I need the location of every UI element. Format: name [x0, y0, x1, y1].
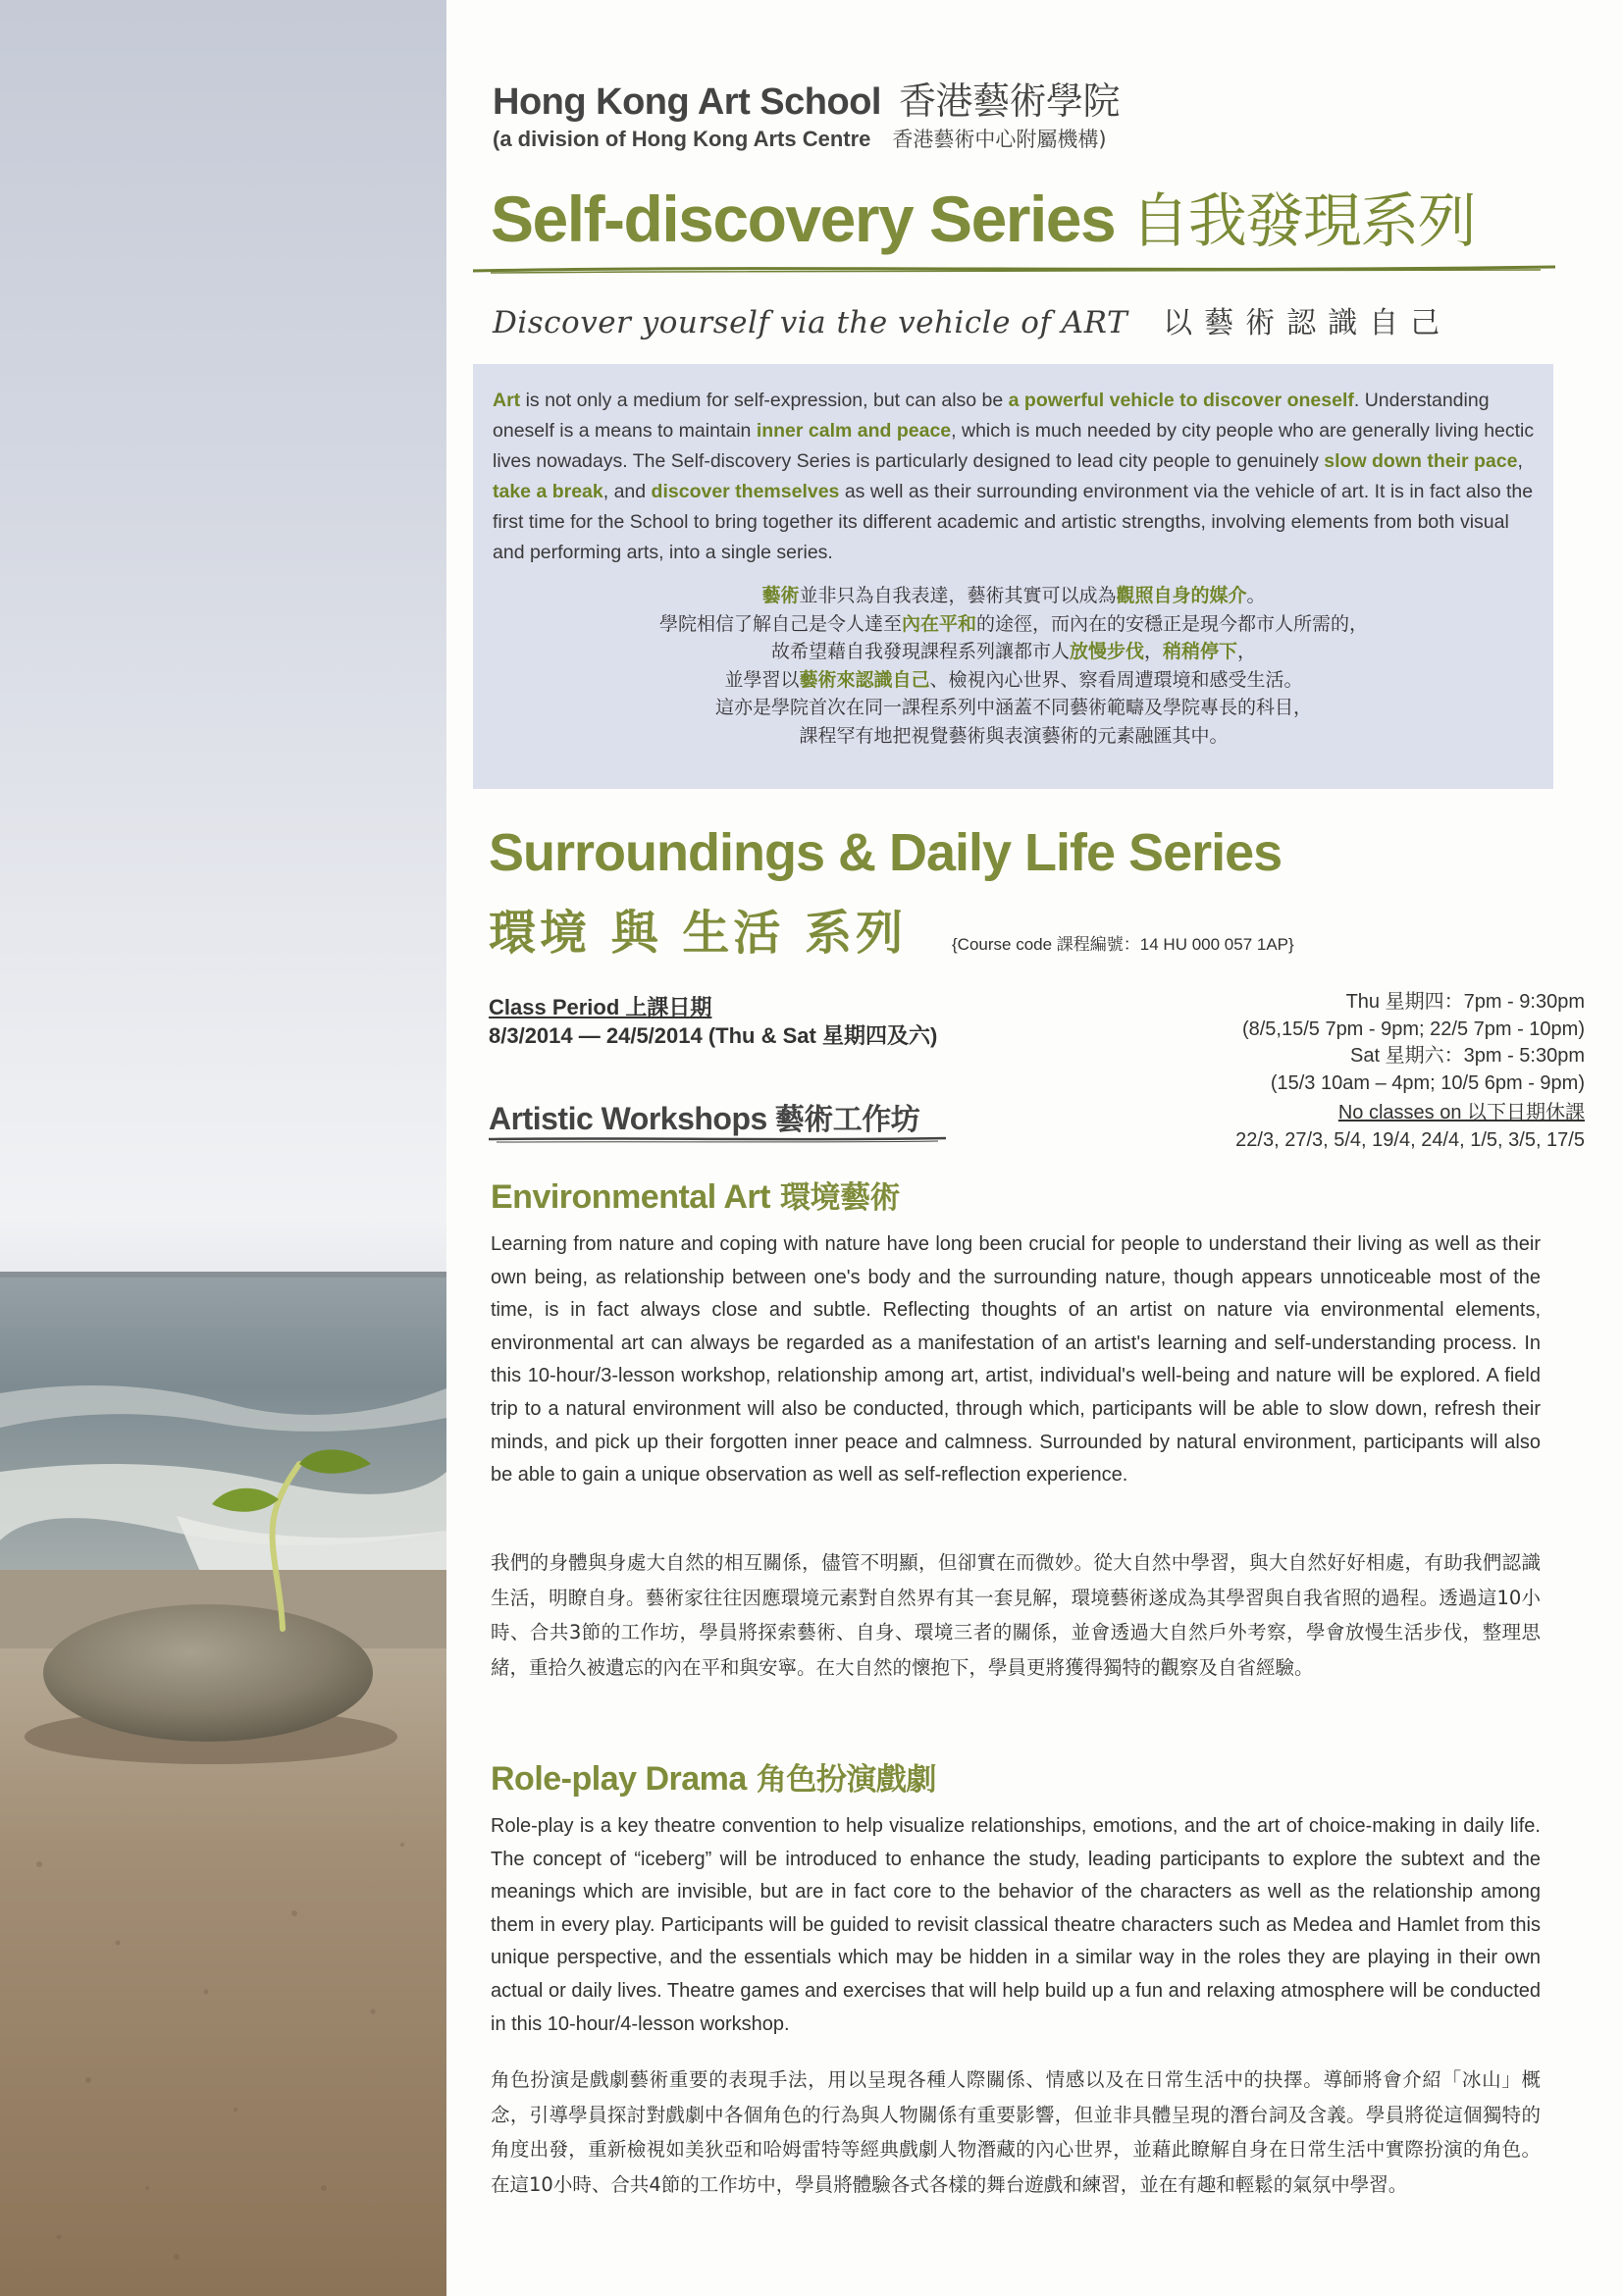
- intro-highlight: slow down their pace: [1324, 450, 1518, 472]
- intro-highlight: inner calm and peace: [756, 420, 952, 442]
- tagline-en: Discover yourself via the vehicle of ART: [493, 305, 1128, 340]
- division-note-zh: 香港藝術中心附屬機構): [892, 128, 1107, 151]
- role-play-drama-body-en: Role-play is a key theatre convention to help visualize relationships, emotions, and the art of choice-making in daily life. The concept of “iceberg” will be introduced to enhance the study, leading participants to explore the subtext and the meanings which are invisible, but are in fact core to the behavior of the characters as well as the relationship among them in every play. Participants will be guided to revisit classical theatre characters such as Medea and Hamlet from this unique perspective, and the essentials which may be hidden in a similar way in the roles they are playing in their own actual or daily lives. Theatre games and exercises that will help build up a fun and relaxing atmosphere will be conducted in this 10-hour/4-lesson workshop.: [491, 1815, 1541, 2035]
- intro-highlight: 放慢步伐: [1069, 641, 1144, 662]
- no-classes-dates: 22/3, 27/3, 5/4, 19/4, 24/4, 1/5, 3/5, 17/5: [1235, 1128, 1585, 1151]
- no-classes-label: No classes on 以下日期休課: [1337, 1102, 1585, 1123]
- class-period-label: Class Period 上課日期: [489, 995, 712, 1019]
- intro-text: 的途徑，而內在的安穩正是現今都市人所需的，: [976, 612, 1369, 635]
- series-title: [491, 175, 1475, 259]
- series-title-en: Self-discovery Series: [491, 183, 1116, 255]
- intro-text: 並非只為自我表達，藝術其實可以成為: [799, 585, 1117, 606]
- intro-text: ，: [1143, 641, 1163, 662]
- intro-highlight: take a break: [493, 481, 603, 502]
- intro-text: 課程罕有地把視覺藝術與表演藝術的元素融匯其中。: [799, 724, 1229, 747]
- schedule-line: Sat 星期六：3pm - 5:30pm: [1350, 1045, 1585, 1067]
- school-name: [493, 71, 1120, 125]
- division-note: [493, 124, 1107, 153]
- intro-text: 學院相信了解自己是令人達至: [658, 612, 902, 635]
- intro-text: 這亦是學院首次在同一課程系列中涵蓋不同藝術範疇及學院專長的科目，: [714, 697, 1312, 718]
- division-note-en: (a division of Hong Kong Arts Centre: [493, 127, 871, 151]
- schedule-block: [1235, 989, 1585, 1154]
- intro-highlight: 內在平和: [901, 612, 976, 635]
- intro-text: 並學習以: [724, 668, 800, 691]
- course-code: {Course code 課程編號：14 HU 000 057 1AP}: [952, 935, 1294, 954]
- class-period-dates: 8/3/2014 — 24/5/2014 (Thu & Sat 星期四及六): [489, 1023, 938, 1048]
- intro-highlight: 藝術來認識自己: [799, 668, 930, 691]
- course-title-en: Surroundings & Daily Life Series: [489, 823, 1283, 882]
- schedule-line: (8/5,15/5 7pm - 9pm; 22/5 7pm - 10pm): [1241, 1018, 1585, 1040]
- role-play-drama-heading-zh: 角色扮演戲劇: [756, 1762, 936, 1798]
- intro-text: , which is much needed by city people who are generally living hectic lives nowadays. The Self-discovery Series is particularly designed to lead city people to genuinely: [493, 420, 1535, 472]
- school-name-zh: 香港藝術學院: [898, 79, 1120, 123]
- intro-text: ,: [1517, 450, 1523, 472]
- seedling-beach-photo: [0, 0, 446, 2296]
- intro-highlight: 稍稍停下: [1163, 641, 1238, 662]
- environmental-art-body-en: Learning from nature and coping with nature have long been crucial for people to understand their living as well as their own being, as relationship between one's body and the surrounding nature, though appears unnoticeable most of the time, is in fact always close and subtle. Reflecting thoughts of an artist on nature via environmental elements, environmental art can always be regarded as a manifestation of an artist's learning and self-understanding process. In this 10-hour/3-lesson workshop, relationship among art, artist, individual's well-being and nature will be explored. A field trip to a natural environment will also be conducted, through which, participants will be able to slow down, refresh their minds, and pick up their forgotten inner peace and calmness. Surrounded by natural environment, participants will also be able to gain a unique observation as well as self-reflection experience.: [491, 1233, 1541, 1487]
- role-play-drama-body-zh: 角色扮演是戲劇藝術重要的表現手法，用以呈現各種人際關係、情感以及在日常生活中的抉擇。導師將會介紹「冰山」概念，引導學員探討對戲劇中各個角色的行為與人物關係有重要影響，但並非具體呈現的潛台詞及含義。學員將從這個獨特的角度出發，重新檢視如美狄亞和哈姆雷特等經典戲劇人物潛藏的內心世界，並藉此瞭解自身在日常生活中實際扮演的角色。在這10小時、合共4節的工作坊中，學員將體驗各式各樣的舞台遊戲和練習，並在有趣和輕鬆的氣氛中學習。: [491, 2068, 1541, 2196]
- series-title-zh: 自我發現系列: [1130, 187, 1476, 256]
- role-play-drama-heading-en: Role-play Drama: [491, 1760, 747, 1798]
- environmental-art-heading-zh: 環境藝術: [779, 1180, 900, 1216]
- schedule-line: (15/3 10am – 4pm; 10/5 6pm - 9pm): [1270, 1071, 1585, 1094]
- environmental-art-heading-en: Environmental Art: [491, 1178, 770, 1216]
- intro-text: 、檢視內心世界、察看周遭環境和感受生活。: [929, 668, 1303, 691]
- intro-highlight: a powerful vehicle to discover oneself: [1008, 390, 1354, 411]
- role-play-drama-heading: [491, 1754, 936, 1799]
- intro-text: as well as their surrounding environment via the vehicle of art. It is in fact also the first time for the School to bring together its different academic and artistic strengths, involving elements from both visual and performing arts, into a single series.: [493, 481, 1534, 563]
- environmental-art-body-zh: 我們的身體與身處大自然的相互關係，儘管不明顯，但卻實在而微妙。從大自然中學習，與大自然好好相處，有助我們認識生活，明瞭自身。藝術家往往因應環境元素對自然界有其一套見解，環境藝術遂成為其學習與自我省照的過程。透過這10小時、合共3節的工作坊，學員將探索藝術、自身、環境三者的關係，並會透過大自然戶外考察，學會放慢生活步伐，整理思緒，重拾久被遺忘的內在平和與安寧。在大自然的懷抱下，學員更將獲得獨特的觀察及自省經驗。: [491, 1551, 1541, 1679]
- course-title-zh: 環境 與 生活 系列: [489, 906, 908, 961]
- intro-paragraph-zh: [493, 582, 1535, 750]
- intro-box: [473, 364, 1553, 789]
- school-name-en: Hong Kong Art School: [493, 81, 881, 123]
- intro-highlight: 藝術: [761, 585, 800, 606]
- intro-text: ，: [1237, 641, 1257, 662]
- tagline-zh: 以藝術認識自己: [1163, 306, 1452, 340]
- intro-text: . Understanding oneself is a means to maintain: [493, 390, 1490, 442]
- intro-text: 故希望藉自我發現課程系列讓都市人: [770, 641, 1070, 662]
- intro-highlight: 觀照自身的媒介: [1116, 585, 1247, 606]
- schedule-line: Thu 星期四：7pm - 9:30pm: [1345, 991, 1585, 1013]
- intro-text: is not only a medium for self-expression, but can also be: [520, 390, 1009, 411]
- workshops-underline: [487, 1135, 948, 1145]
- intro-paragraph-en: [493, 386, 1535, 568]
- artistic-workshops-heading: [489, 1095, 919, 1138]
- intro-highlight: discover themselves: [651, 481, 840, 502]
- intro-text: , and: [602, 481, 652, 502]
- intro-text: 。: [1246, 585, 1266, 606]
- artistic-workshops-heading-zh: 藝術工作坊: [774, 1103, 920, 1137]
- tagline: [493, 298, 1451, 341]
- intro-highlight: Art: [493, 390, 521, 411]
- environmental-art-heading: [491, 1173, 900, 1217]
- title-underline: [471, 263, 1560, 277]
- artistic-workshops-heading-en: Artistic Workshops: [489, 1101, 767, 1136]
